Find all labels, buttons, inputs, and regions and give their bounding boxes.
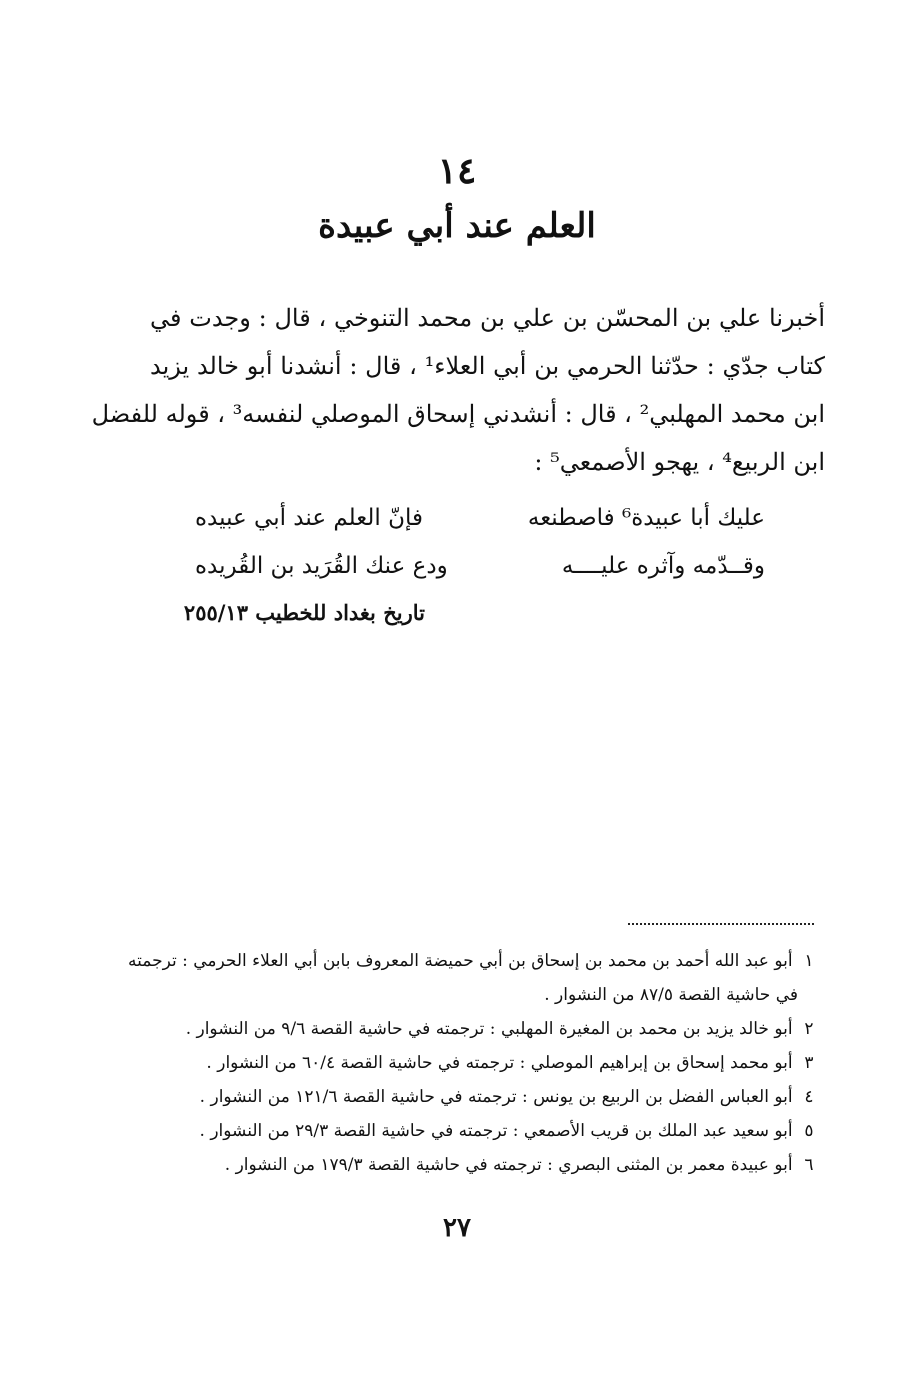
body-line: كتاب جدّي : حدّثنا الحرمي بن أبي العلاء¹ ، قال : أنشدنا أبو خالد يزيد [150,352,825,380]
footnote-number: ١ [804,951,814,971]
story-title: العلم عند أبي عبيدة [318,206,596,246]
footnote-text: أبو عبيدة معمر بن المثنى البصري : ترجمته في حاشية القصة ١٧٩/٣ من النشوار . [224,1155,793,1175]
footnote-text: أبو محمد إسحاق بن إبراهيم الموصلي : ترجمته في حاشية القصة ٦٠/٤ من النشوار . [206,1053,793,1073]
body-line: ابن الربيع⁴ ، يهجو الأصمعي⁵ : [534,448,825,476]
footnote-divider [628,923,814,925]
footnote-continuation [140,978,820,1012]
footnote [140,1080,820,1114]
footnote-text: أبو العباس الفضل بن الربيع بن يونس : ترجمته في حاشية القصة ١٢١/٦ من النشوار . [199,1087,793,1107]
footnote [128,944,820,978]
poem-verse [195,542,765,590]
footnote-number: ٢ [804,1019,814,1039]
first-hemistich: وقــدّمه وآثره عليــــه [561,553,765,579]
footnotes [128,944,820,1182]
footnote [140,1148,820,1182]
footnote-text: أبو عبد الله أحمد بن محمد بن إسحاق بن أبي حميضة المعروف بابن أبي العلاء الحرمي : ترجمته [128,951,793,971]
second-hemistich: فإنّ العلم عند أبي عبيده [195,505,423,531]
footnote [140,1114,820,1148]
footnote [140,1046,820,1080]
body-paragraph [91,294,825,486]
second-hemistich: ودع عنك القُرَيد بن القُريده [195,553,448,579]
footnote-text: في حاشية القصة ٨٧/٥ من النشوار . [544,985,798,1005]
footnote-number: ٥ [804,1121,814,1141]
body-line: ابن محمد المهلبي² ، قال : أنشدني إسحاق الموصلي لنفسه³ ، قوله للفضل [91,400,825,428]
body-line: أخبرنا علي بن المحسّن بن علي بن محمد التنوخي ، قال : وجدت في [150,304,825,332]
footnote-number: ٤ [804,1087,814,1107]
footnote [140,1012,820,1046]
poem-verse [195,494,765,542]
footnote-number: ٣ [804,1053,814,1073]
footnote-text: أبو خالد يزيد بن محمد بن المغيرة المهلبي : ترجمته في حاشية القصة ٩/٦ من النشوار . [185,1019,793,1039]
source-citation: تاريخ بغداد للخطيب ٢٥٥/١٣ [183,600,425,625]
footnote-text: أبو سعيد عبد الملك بن قريب الأصمعي : ترجمته في حاشية القصة ٢٩/٣ من النشوار . [199,1121,793,1141]
story-number: ١٤ [437,150,477,192]
page-number: ٢٧ [443,1213,471,1243]
poem [195,494,765,590]
footnote-number: ٦ [804,1155,814,1175]
first-hemistich: عليك أبا عبيدة⁶ فاصطنعه [527,505,765,531]
